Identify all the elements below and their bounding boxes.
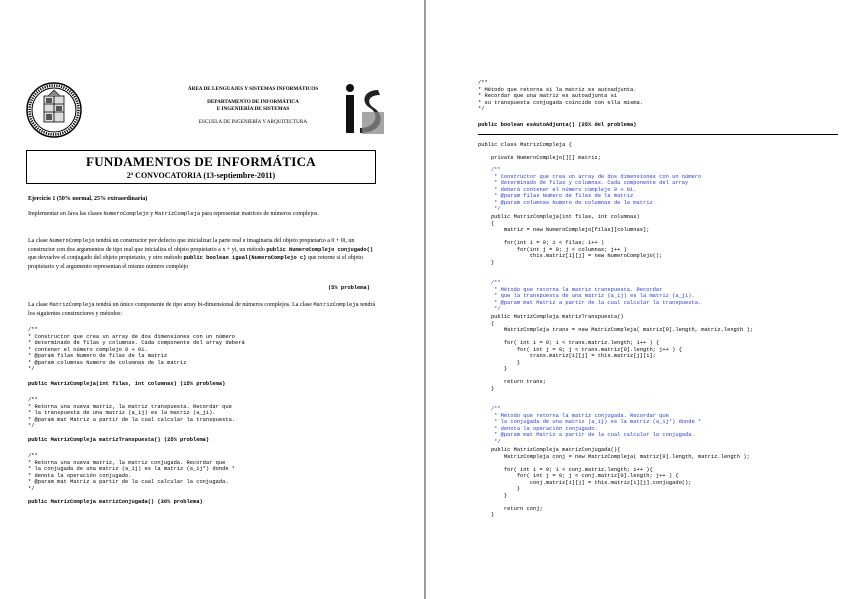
constructor-code: public MatrizCompleja(int filas, int columnas) { matriz = new NumeroComplejo[filas][columnas]; for(int i = 0; i < filas; i++ ) for(int j = 0; j < columnas; j++ ) this.matriz[i][j] = new NumeroComplejo(); } <box>490 214 663 266</box>
inline-code: MatrizCompleja <box>49 302 95 308</box>
conjugada-code: public MatrizCompleja matrizConjugada(){ MatrizCompleja conj = new MatrizCompleja( matriz[0].length, matriz.length ); for( int i = 0; i < conj.matriz.length; i++ ){ for( int j = 0; j < conj.matriz[0].length; j++ ) { conj.matriz[i][j] = this.matriz[i][j].conjugado(); } } return conj; } <box>490 447 750 518</box>
points-label: (5% problema) <box>327 285 370 291</box>
exercise-heading: Ejercicio 1 (50% normal, 25% extraordinaria) <box>28 196 148 202</box>
inline-code: NumeroComplejo <box>49 238 95 244</box>
inline-code: MatrizCompleja <box>154 211 201 217</box>
exercise-paragraph-1: Implementar en Java las clases NumeroComplejo y MatrizCompleja para representar matrices de números complejos. <box>28 211 319 217</box>
exercise-paragraph-3: La clase MatrizCompleja tendrá un único componente de tipo array bi-dimensional de números complejos. La clase MatrizCompleja tendrá los siguientes constructores y métodos: <box>28 302 376 317</box>
exam-date: 2ª CONVOCATORIA (13-septiembre-2011) <box>126 171 276 180</box>
javadoc-conjugada: /** * Método que retorna la matriz conjugada. Recordar que * la conjugada de una matriz (a_ij) es la matriz (a_ij*) donde * * denota la operación conjugado. * @param mat Matriz a partir de la cual calcular la conjugada. */ <box>490 406 702 445</box>
inline-code: NumeroComplejo <box>103 211 149 217</box>
institution-header <box>168 86 338 126</box>
javadoc-transpuesta: /** * Método que retorna la matriz transpuesta. Recordar * que la transpuesta de una matriz (a_ij) es la matriz (a_ji). * @param mat Matriz a partir de la cual calcular la transpuesta. */ <box>490 280 702 312</box>
method-signature-transpuesta: public MatrizCompleja matrizTranspuesta() (25% problema) <box>28 437 210 443</box>
inline-code: MatrizCompleja <box>313 302 359 308</box>
department-line-1: DEPARTAMENTO DE INFORMÁTICA <box>207 98 299 105</box>
method-signature-conjugada: public MatrizCompleja matrizConjugada() (30% problema) <box>28 499 203 505</box>
course-title: FUNDAMENTOS DE INFORMÁTICA <box>85 154 316 169</box>
code-comment-constructor: /** * Constructor que crea un array de dos dimensiones con un número * determinado de filas y columnas. Cada componente del array deberá * contener el número complejo 0 + 0i. * @param filas Numero de filas de la matriz * @param columnas Numero de columnas de la matriz */ <box>28 327 245 372</box>
inline-code: public NumeroComplejo conjugado() <box>266 246 374 253</box>
code-comment-autoadjunta: /** * Método que retorna si la matriz es autoadjunta. * Recordar que una matriz es autoadjunta si * su transpuesta conjugada coincide con ella misma. */ <box>478 80 643 112</box>
school-name: ESCUELA DE INGENIERÍA Y ARQUITECTURA <box>198 118 308 125</box>
field-declaration: private NumeroComplejo[][] matriz; <box>478 155 601 161</box>
code-comment-transpuesta: /** * Retorna una nueva matriz, la matriz transpuesta. Recordar que * la transpuesta de una matriz (a_ij) es la matriz (a_ji). * @param mat Matriz a partir de la cual calcular la transpuesta. */ <box>28 397 236 429</box>
class-declaration: public class MatrizCompleja { <box>478 142 572 148</box>
transpuesta-code: public MatrizCompleja matrizTranspuesta() { MatrizCompleja trans = new MatrizCompleja( matriz[0].length, matriz.length ); for( int i = 0; i < trans.matriz.length; i++ ) { for( int j = 0; j < trans.matriz[0].length; j++ ) { trans.matriz[i][j] = this.matriz[j][i]; } } return trans; } <box>490 314 753 392</box>
exam-title-box <box>26 150 376 184</box>
section-divider <box>478 134 838 135</box>
method-signature-constructor: public MatrizCompleja(int filas, int columnas) (15% problema) <box>28 381 226 387</box>
code-comment-conjugada: /** * Retorna una nueva matriz, la matriz conjugada. Recordar que * la conjugada de una matriz (a_ij) es la matriz (a_ij*) donde * * denota la operación conjugado. * @param mat Matriz a partir de la cual calcular la conjugada. */ <box>28 453 236 492</box>
is-logo <box>340 82 388 136</box>
exercise-paragraph-2: La clase NumeroComplejo tendrá un constructor por defecto que inicializar la parte real e imaginaria del objeto propietario a 0 + 0i, un constructor con dos argumentos de tipo real que inicializa el objeto propietario a x + yi, un método public NumeroComplejo conjugado() que devuelve el conjugado del objeto propietario, y otro método public boolean igual(NumeroComplejo c) que retorne si el objeto propietario y el argumento representan el mismo número complejo <box>28 238 374 270</box>
area-name: ÁREA DE LENGUAJES Y SISTEMAS INFORMÁTICOS <box>187 86 319 92</box>
university-seal-logo <box>26 82 82 138</box>
javadoc-constructor: /** * Constructor que crea un array de dos dimensiones con un número * determinado de filas y columnas. Cada componente del array * deberá contener el número complejo 0 + 0i. * @param filas Numero de filas de la matriz * @param columnas Numero de columnas de la matriz */ <box>490 167 702 212</box>
document-page-right <box>426 0 848 599</box>
inline-code: public boolean igual(NumeroComplejo c) <box>183 255 307 262</box>
method-signature-autoadjunta: public boolean esAutoAdjunta() (25% del problema) <box>478 122 637 128</box>
department-line-2: E INGENIERÍA DE SISTEMAS <box>216 106 290 113</box>
